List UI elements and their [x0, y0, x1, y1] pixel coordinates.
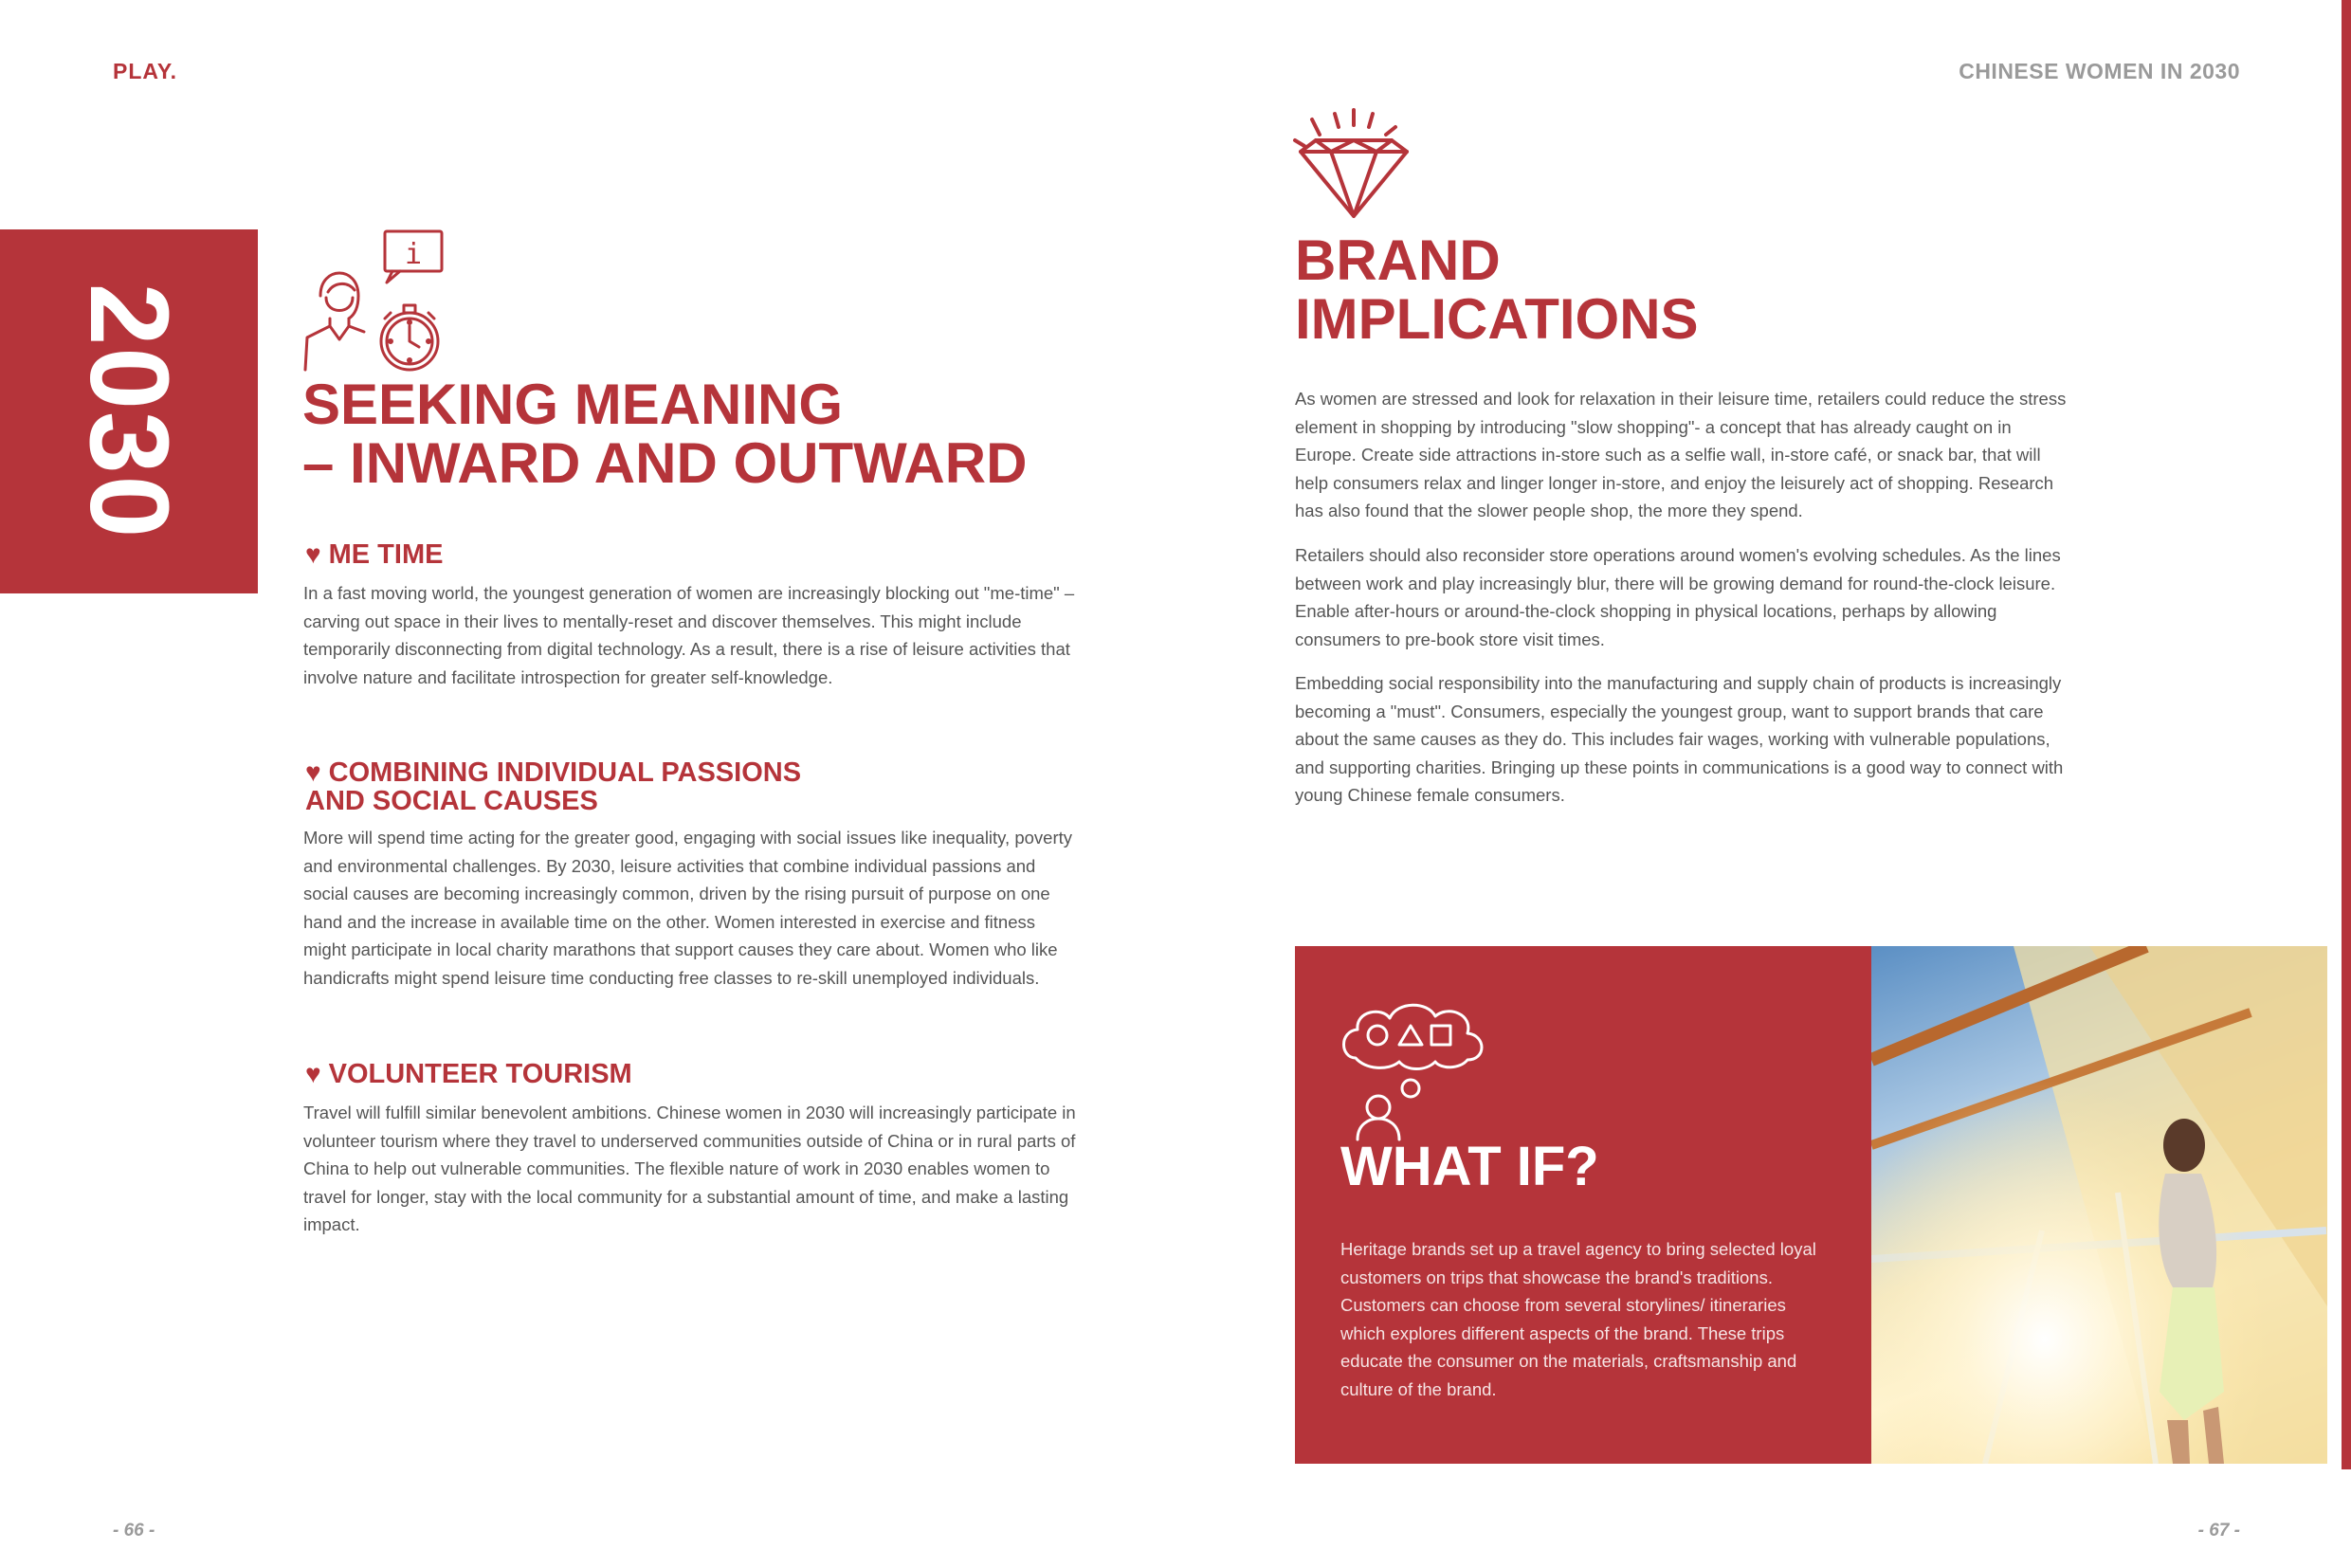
- heart-icon: ♥: [305, 539, 321, 569]
- year-tab: [0, 229, 258, 593]
- brand-paragraph-2: Retailers should also reconsider store operations around women's evolving schedules. As the lines between work and play increasingly blur, there will be growing demand for round-the-clock leisure. Enable after-hours or around-the-clock shopping in physical locations, perhaps by allowing consumers to pre-book store visit times.: [1295, 545, 2061, 649]
- section-heading-volunteer-tourism: [305, 1060, 632, 1088]
- section-body-me-time: In a fast moving world, the youngest generation of women are increasingly blocking out "me-time" – carving out space in their lives to mentally-reset and discover themselves. This might include temporarily disconnecting from digital technology. As a result, there is a rise of leisure activities that involve nature and facilitate introspection for greater self-knowledge.: [303, 583, 1075, 687]
- svg-text:i: i: [404, 238, 423, 271]
- brand-implications-title: [1295, 228, 1699, 351]
- page-number-left: - 66 -: [113, 1521, 155, 1541]
- heading-line: VOLUNTEER TOURISM: [328, 1059, 632, 1089]
- heading-line: COMBINING INDIVIDUAL PASSIONS: [328, 757, 802, 788]
- section-label: PLAY.: [113, 59, 178, 83]
- title-line-2: IMPLICATIONS: [1295, 287, 1699, 351]
- heading-line: AND SOCIAL CAUSES: [305, 786, 598, 816]
- section-body-passions-causes: More will spend time acting for the greater good, engaging with social issues like inequality, poverty and environmental challenges. By 2030, leisure activities that combine individual passions and social causes are becoming increasingly common, driven by the rising pursuit of purpose on one hand and the increase in available time on the other. Women interested in exercise and fitness might participate in local charity marathons that support causes they care about. Women who like handicrafts might spend leisure time conducting free classes to re-skill unemployed individuals.: [303, 828, 1073, 988]
- heart-icon: ♥: [305, 1059, 321, 1088]
- brand-paragraph-3: Embedding social responsibility into the manufacturing and supply chain of products is increasingly becoming a "must". Consumers, especially the youngest group, want to support brands that care about the same causes as they do. This includes fair wages, working with vulnerable populations, and supporting charities. Bringing up these points in communications is a good way to connect with young Chinese female consumers.: [1295, 673, 2064, 805]
- edge-accent-bar: [2342, 0, 2351, 1469]
- title-line-2: – INWARD AND OUTWARD: [302, 431, 1028, 495]
- heading-line: ME TIME: [328, 539, 444, 570]
- year-label: 2030: [66, 283, 191, 540]
- title-line-1: BRAND: [1295, 228, 1501, 292]
- section-heading-me-time: [305, 540, 443, 569]
- brand-paragraph-1: As women are stressed and look for relaxation in their leisure time, retailers could reduce the stress element in shopping by introducing "slow shopping"- a concept that has already caught on in Europe. Create side attractions in-store such as a selfie wall, in-store café, or snack bar, that will help consumers relax and linger longer in-store, and enjoy the leisurely act of shopping. Research has also found that the slower people shop, the more they spend.: [1295, 389, 2067, 520]
- publication-title: CHINESE WOMEN IN 2030: [1959, 59, 2240, 83]
- diamond-icon: [1291, 106, 1414, 224]
- what-if-title: WHAT IF?: [1340, 1136, 1599, 1197]
- woman-info-clock-icon: [301, 228, 453, 379]
- what-if-body: Heritage brands set up a travel agency to bring selected loyal customers on trips that showcase the brand's traditions. Customers can choose from several storylines/ itineraries which explores different aspects of the brand. These trips educate the consumer on the materials, craftsmanship and culture of the brand.: [1340, 1239, 1816, 1399]
- page-number-right: - 67 -: [2197, 1521, 2240, 1541]
- title-line-1: SEEKING MEANING: [302, 373, 844, 436]
- page-title: [302, 375, 1061, 493]
- sailing-woman-photo: [1871, 946, 2327, 1464]
- thought-bubble-icon: [1337, 990, 1488, 1141]
- heart-icon: ♥: [305, 757, 321, 787]
- section-heading-passions-causes: [305, 758, 801, 815]
- section-body-volunteer-tourism: Travel will fulfill similar benevolent ambitions. Chinese women in 2030 will increasingly participate in volunteer tourism where they travel to underserved communities outside of China or in rural parts of China to help out vulnerable communities. The flexible nature of work in 2030 enables women to travel for longer, stay with the local community for a substantial amount of time, and make a lasting impact.: [303, 1103, 1076, 1234]
